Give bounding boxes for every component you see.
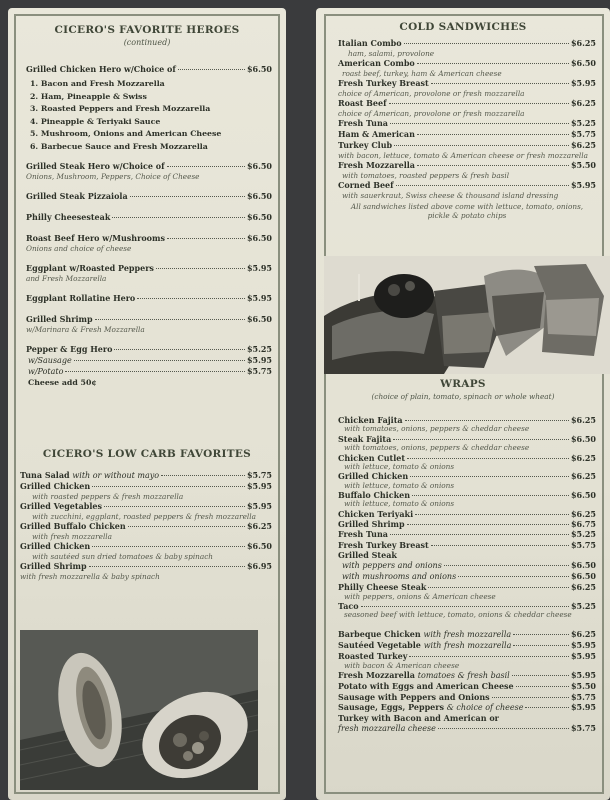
item-price: $6.25	[570, 471, 596, 482]
hero-option: 2. Ham, Pineapple & Swiss	[30, 91, 147, 101]
item-price: $5.75	[570, 539, 596, 550]
item-name: Chicken Teriyaki	[338, 508, 414, 519]
hero-option: 4. Pineapple & Teriyaki Sauce	[30, 116, 161, 126]
item-price: $5.50	[570, 681, 596, 692]
item-description: choice of American, provolone or fresh mozzarella	[338, 109, 525, 118]
menu-item	[338, 629, 596, 640]
item-name: Grilled Shrimp	[338, 519, 405, 530]
item-name: Turkey Club	[338, 140, 393, 150]
item-price: $6.25	[570, 140, 596, 150]
item-name: Chicken Fajita	[338, 415, 403, 425]
item-price: $6.25	[570, 98, 596, 108]
item-description: with bacon, lettuce, tomato & American cheese or fresh mozzarella	[338, 151, 588, 160]
menu-item	[338, 519, 596, 529]
item-price: $5.95	[570, 670, 596, 681]
item-price: $6.50	[246, 233, 272, 243]
menu-item	[26, 263, 272, 283]
item-name: Philly Cheesesteak	[26, 212, 111, 222]
item-name: Eggplant w/Roasted Peppers	[26, 263, 154, 273]
item-name: Grilled Vegetables	[20, 501, 102, 511]
item-name: Pepper & Egg Hero	[26, 344, 113, 354]
menu-item	[338, 560, 596, 571]
right-menu-page	[316, 8, 610, 800]
menu-item	[20, 481, 272, 501]
item-price: $5.95	[570, 180, 596, 190]
item-name: Grilled Chicken	[20, 541, 91, 551]
item-description: with bacon & American cheese	[344, 660, 460, 670]
item-price: $6.25	[570, 508, 596, 519]
menu-item	[26, 293, 272, 304]
item-name: fresh mozzarella cheese	[338, 724, 436, 734]
menu-item	[20, 521, 272, 541]
item-name: Grilled Shrimp	[26, 314, 93, 324]
wraps-header	[316, 378, 610, 401]
item-price: $5.95	[246, 501, 272, 511]
item-price: $5.95	[570, 78, 596, 88]
item-price: $6.50	[246, 212, 272, 222]
sandwich-photo	[324, 256, 610, 374]
item-name: Fresh Tuna	[338, 118, 388, 128]
item-name: Grilled Chicken Hero w/Choice of	[26, 64, 176, 74]
item-inline-desc: with or without mayo	[72, 471, 160, 480]
item-name: Barbeque Chicken	[338, 629, 421, 639]
heroes-header	[8, 24, 286, 47]
menu-item	[338, 140, 596, 160]
item-name: Sausage with Peppers and Onions	[338, 691, 490, 702]
wraps-subtitle: (choice of plain, tomato, spinach or whole wheat)	[371, 392, 555, 401]
menu-item	[338, 38, 596, 58]
item-description: with roasted peppers & fresh mozzarella	[32, 492, 184, 501]
menu-item	[338, 550, 596, 560]
item-name: Italian Combo	[338, 38, 402, 48]
item-price: $6.95	[246, 561, 272, 571]
item-price: $5.95	[570, 701, 596, 712]
item-inline-desc: with fresh mozzarella	[423, 630, 512, 639]
item-name: Tuna Salad	[20, 470, 70, 480]
item-name: Taco	[338, 601, 359, 612]
menu-item	[338, 415, 596, 434]
item-price: $6.25	[246, 521, 272, 531]
heroes-subtitle: (continued)	[123, 38, 171, 47]
menu-item	[338, 713, 596, 723]
menu-item	[26, 314, 272, 334]
item-description: w/Marinara & Fresh Mozzarella	[26, 325, 145, 334]
item-price: $5.95	[246, 263, 272, 273]
item-name: Grilled Steak Pizzaiola	[26, 191, 128, 201]
item-description: Onions, Mushroom, Peppers, Choice of Cheese	[26, 172, 200, 181]
menu-item	[338, 98, 596, 118]
menu-item	[26, 212, 272, 223]
item-price: $6.50	[570, 490, 596, 501]
hero-options	[30, 78, 272, 153]
item-name: Philly Cheese Steak	[338, 582, 427, 593]
item-name: Ham & American	[338, 129, 415, 139]
item-name: Fresh Mozzarella	[338, 160, 415, 170]
item-name: Sausage, Eggs, Peppers	[338, 701, 444, 712]
sandwich-photo-image	[324, 256, 610, 374]
item-name: with peppers and onions	[342, 561, 442, 570]
item-name: Chicken Cutlet	[338, 452, 406, 463]
item-name: Corned Beef	[338, 180, 394, 190]
item-price: $5.95	[570, 640, 596, 651]
item-price: $6.50	[570, 433, 596, 444]
heroes-list	[26, 64, 272, 388]
item-description: choice of American, provolone or fresh mozzarella	[338, 89, 525, 98]
item-price: $5.75	[570, 723, 596, 734]
wraps-list	[338, 415, 596, 734]
item-name: Roasted Turkey	[338, 651, 408, 662]
cold-header	[316, 21, 610, 33]
heroes-title: CICERO'S FAVORITE HEROES	[54, 24, 240, 36]
item-name: Eggplant Rollatine Hero	[26, 293, 136, 303]
menu-item	[338, 723, 596, 734]
item-inline-desc: with fresh mozzarella	[423, 641, 512, 651]
menu-item	[338, 692, 596, 702]
hero-option: 5. Mushroom, Onions and American Cheese	[30, 129, 222, 138]
item-price: $5.95	[246, 293, 272, 303]
item-name: w/Sausage	[28, 356, 72, 365]
wrap-photo-image	[20, 630, 258, 790]
hero-option: 1. Bacon and Fresh Mozzarella	[30, 79, 165, 88]
wrap-photo	[20, 630, 258, 790]
menu-item	[338, 529, 596, 539]
item-price: $6.50	[246, 191, 272, 201]
menu-item	[338, 640, 596, 651]
item-name: Turkey with Bacon and American or	[338, 713, 499, 724]
item-price: $6.50	[246, 161, 272, 171]
item-price: $5.95	[246, 481, 272, 491]
item-description: with sautéed sun dried tomatoes & baby spinach	[32, 552, 213, 561]
item-name: Grilled Buffalo Chicken	[20, 521, 126, 531]
item-description: with lettuce, tomato & onions	[344, 461, 455, 471]
lowcarb-title: CICERO'S LOW CARB FAVORITES	[42, 448, 252, 460]
item-description: roast beef, turkey, ham & American cheese	[342, 69, 502, 78]
item-name: with mushrooms and onions	[342, 572, 457, 582]
item-description: and Fresh Mozzarella	[26, 274, 107, 283]
menu-item	[338, 453, 596, 472]
item-name: Potato with Eggs and American Cheese	[338, 681, 514, 692]
menu-item	[338, 58, 596, 78]
item-name: Roast Beef Hero w/Mushrooms	[26, 233, 165, 243]
item-name: Steak Fajita	[338, 433, 392, 444]
item-price: $5.75	[246, 470, 272, 480]
lowcarb-header	[8, 448, 286, 460]
hero-option: 3. Roasted Peppers and Fresh Mozzarella	[30, 104, 211, 113]
cheese-note: Cheese add 50¢	[28, 378, 97, 387]
item-price: $5.75	[570, 691, 596, 702]
item-price: $5.25	[570, 529, 596, 540]
item-name: Fresh Tuna	[338, 529, 388, 540]
menu-item	[338, 490, 596, 509]
item-price: $5.25	[246, 344, 272, 354]
menu-item	[338, 129, 596, 140]
item-description: ham, salami, provolone	[348, 49, 435, 58]
item-price: $5.95	[570, 651, 596, 662]
item-name: Sautéed Vegetable	[338, 640, 421, 651]
menu-item	[338, 78, 596, 98]
item-price: $5.50	[570, 160, 596, 170]
menu-item	[338, 670, 596, 681]
menu-item	[26, 344, 272, 388]
menu-item	[26, 191, 272, 202]
left-menu-page	[8, 8, 286, 800]
item-price: $6.50	[246, 541, 272, 551]
menu-item	[20, 541, 272, 561]
item-description: with tomatoes, roasted peppers & fresh basil	[342, 171, 510, 180]
item-price: $6.50	[570, 571, 596, 582]
item-description: with zucchini, eggplant, roasted peppers & fresh mozzarella	[32, 512, 256, 521]
lowcarb-list	[20, 470, 272, 581]
cold-note: All sandwiches listed above come with lettuce, tomato, onions, pickle & potato chips	[350, 202, 584, 220]
menu-item	[20, 501, 272, 521]
item-name: Fresh Turkey Breast	[338, 539, 429, 550]
menu-item	[338, 540, 596, 550]
menu-item	[338, 509, 596, 519]
item-name: Roast Beef	[338, 98, 387, 108]
menu-item	[338, 434, 596, 453]
item-description: seasoned beef with lettuce, tomato, onions & cheddar cheese	[344, 610, 572, 620]
menu-item	[338, 118, 596, 129]
item-name: w/Potato	[28, 367, 64, 376]
item-price: $6.50	[246, 314, 272, 324]
item-name: Grilled Chicken	[20, 481, 91, 491]
item-description: Onions and choice of cheese	[26, 244, 132, 253]
menu-item	[338, 160, 596, 180]
hero-option: 6. Barbecue Sauce and Fresh Mozzarella	[30, 141, 208, 151]
item-price: $5.95	[246, 355, 272, 365]
item-price: $6.50	[246, 64, 272, 74]
item-name: Fresh Turkey Breast	[338, 78, 429, 88]
item-price: $6.75	[570, 519, 596, 530]
item-name: Grilled Steak Hero w/Choice of	[26, 161, 165, 171]
item-price: $5.25	[570, 601, 596, 612]
item-name: Fresh Mozzarella	[338, 670, 415, 681]
menu-item	[26, 161, 272, 181]
menu-item	[338, 681, 596, 691]
item-price: $6.25	[570, 38, 596, 48]
item-price: $6.50	[570, 560, 596, 570]
item-price: $5.75	[246, 366, 272, 376]
menu-item	[338, 471, 596, 490]
menu-item	[338, 651, 596, 670]
item-price: $6.25	[570, 452, 596, 463]
item-name: American Combo	[338, 58, 415, 68]
menu-item	[20, 470, 272, 481]
item-description: with peppers, onions & American cheese	[344, 591, 496, 601]
item-name: Grilled Chicken	[338, 471, 409, 482]
cold-title: COLD SANDWICHES	[399, 21, 527, 33]
item-price: $6.50	[570, 58, 596, 68]
item-description: with lettuce, tomato & onions	[344, 499, 455, 509]
item-price: $5.25	[570, 118, 596, 128]
item-description: with sauerkraut, Swiss cheese & thousand island dressing	[342, 191, 559, 200]
menu-item	[26, 233, 272, 253]
menu-item	[338, 571, 596, 582]
menu-item	[338, 601, 596, 620]
item-description: with fresh mozzarella & baby spinach	[20, 572, 160, 581]
menu-item	[338, 180, 596, 200]
item-description: with fresh mozzarella	[32, 532, 112, 541]
menu-item-chicken-hero	[26, 64, 272, 75]
item-price: $6.25	[570, 415, 596, 425]
menu-item	[338, 582, 596, 601]
item-inline-desc: & choice of cheese	[446, 702, 524, 712]
item-description: with tomatoes, onions, peppers & cheddar cheese	[344, 424, 530, 434]
item-name: Grilled Shrimp	[20, 561, 87, 571]
item-price: $6.25	[570, 629, 596, 639]
menu-item	[20, 561, 272, 581]
item-inline-desc: tomatoes & fresh basil	[417, 671, 510, 681]
item-name: Buffalo Chicken	[338, 490, 411, 501]
menu-item	[338, 702, 596, 713]
item-price: $6.25	[570, 582, 596, 593]
item-description: with tomatoes, onions, peppers & cheddar cheese	[344, 443, 530, 452]
item-name: Grilled Steak	[338, 549, 397, 560]
item-price: $5.75	[570, 129, 596, 139]
wraps-title: WRAPS	[440, 378, 486, 390]
cold-list	[338, 38, 596, 220]
item-description: with lettuce, tomato & onions	[344, 480, 455, 490]
